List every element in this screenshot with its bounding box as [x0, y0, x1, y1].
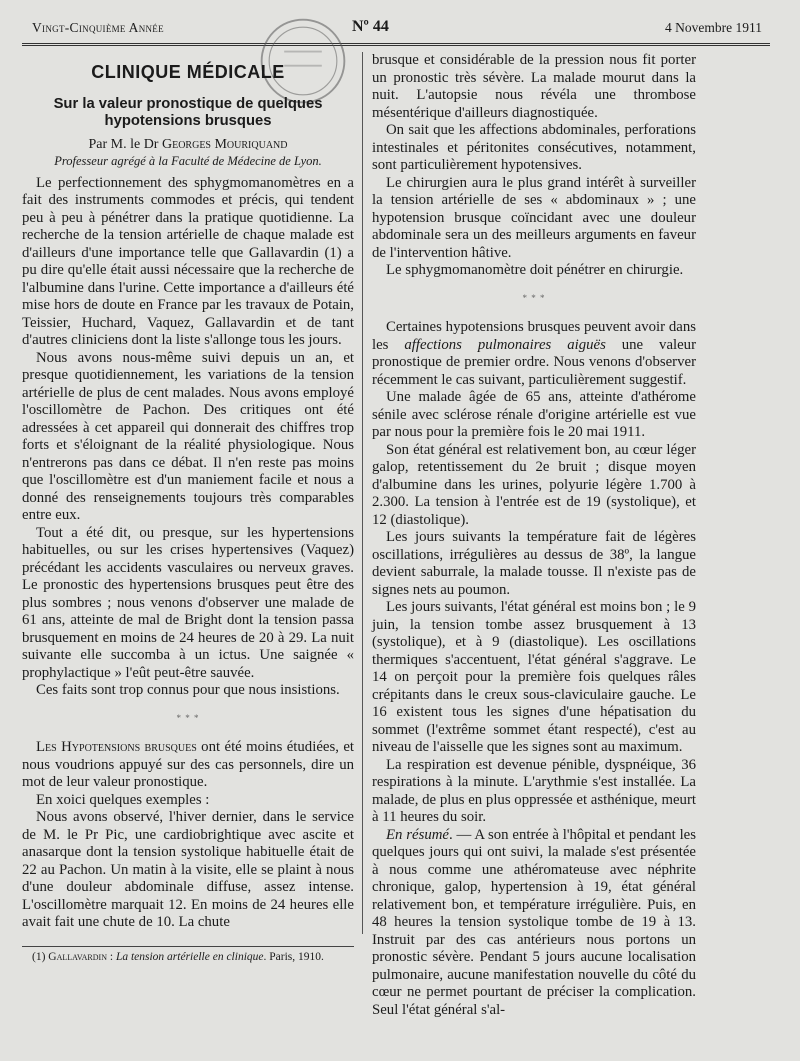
article-title-line2: hypotensions brusques [104, 112, 272, 129]
footnote-rest: . Paris, 1910. [263, 950, 324, 963]
emphasis: affections pulmonaires aiguës [404, 336, 606, 353]
header-rule [22, 43, 770, 48]
left-column [22, 52, 354, 966]
paragraph: Les jours suivants, l'état général est moins bon ; le 9 juin, la tension tombe assez brusquement à 13 (systolique), et à 9 (diastolique). Les oscillations thermiques s'accentuent, l'état général s'aggrave. Le 14 on perçoit pour la première fois quelques râles crépitants dans le creux sous-claviculaire gauche. Le 16 existent tous les signes d'une hépatisation du sommet (l'extrême sommet étant respecté), c'est au niveau de l'aisselle que les signes sont au maximum. [372, 599, 696, 755]
paragraph [372, 319, 696, 389]
paragraph-text: . — A son entrée à l'hôpital et pendant les quelques jours qui ont suivi, la malade s'est présentée à nous comme une athéromateuse avec néphrite chronique, galop, hypertension à 19, état général relativement bon, et température irrégulière. Puis, en 48 heures la tension systolique tombe de 19 à 13. Instruit par des cas antérieurs nous portons un pronostic sévère. Pendant 5 jours aucune localisation pulmonaire, aucune manifestation nouvelle du côté du cœur ne permet pourtant de préciser la complication. Seul l'état général s'al- [372, 826, 697, 1018]
author-affiliation: Professeur agrégé à la Faculté de Médecine de Lyon. [54, 154, 322, 168]
paragraph-text: une valeur pronostique de premier ordre. Nous venons d'observer récemment le cas suivant, particulièrement suggestif. [372, 336, 697, 388]
footnote: (1) Gallavardin : La tension artérielle en clinique. Paris, 1910. [22, 946, 354, 967]
paragraph: Le sphygmomanomètre doit pénétrer en chirurgie. [386, 262, 684, 278]
paragraph-text: ont été moins étudiées, et nous voudrions appuyé sur des cas personnels, dire un mot de leur valeur pronostique. [22, 739, 354, 790]
article-title-line1: Sur la valeur pronostique de quelques [53, 95, 323, 112]
footnote-title: La tension artérielle en clinique [115, 950, 264, 963]
paragraph: brusque et considérable de la pression nous fit porter un pronostic très sévère. La malade mourut dans la nuit. L'autopsie nous révéla une thrombose mésentérique d'ailleurs diagnostiquée. [372, 52, 696, 121]
footnote-author: Gallavardin [48, 950, 107, 963]
section-heading: CLINIQUE MÉDICALE [91, 62, 285, 82]
paragraph: Les jours suivants la température fait de légères oscillations, irrégulières au dessus de 38º, la langue devient saburrale, la malade tousse. Il n'existe pas de signes nets au poumon. [372, 529, 696, 598]
paragraph: On sait que les affections abdominales, perforations intestinales et péritonites consécutives, notamment, sont particulièrement hypotensives. [372, 122, 696, 173]
paragraph: En xoici quelques exemples : [36, 791, 210, 808]
paragraph [22, 739, 354, 792]
byline-prefix: Par M. le Dr [88, 136, 162, 152]
paragraph: Nous avons nous-même suivi depuis un an, et presque quotidiennement, les variations de la tension artérielle de plus de cent malades. Nous avons employé l'oscillomètre de Pachon. Des critiques ont été adressées à cet appareil qui donnerait des chiffres trop forts et s'éloignant de la réalité physiologique. Nous n'entrerons pas dans ce débat. Il n'en reste pas moins que l'oscillomètre est d'un maniement facile et nous a donné des renseignements toujours très comparables entre eux. [22, 349, 354, 523]
paragraph: La respiration est devenue pénible, dyspnéique, 36 respirations à la minute. L'arythmie s'est installée. La malade, de plus en plus oppressée et asthénique, meurt à 11 heures du soir. [372, 756, 696, 825]
section-divider: * * * [176, 712, 200, 723]
paragraph: Le chirurgien aura le plus grand intérêt à surveiller la tension artérielle de ses « abdominaux » ; une hypotension brusque coïncidant avec une douleur abdominale sera un des meilleurs arguments en faveur de l'intervention hâtive. [372, 174, 696, 261]
paragraph: Le perfectionnement des sphygmomanomètres en a fait des instruments commodes et précis, qui tendent peu à peu à pénétrer dans la pratique quotidienne. La recherche de la tension artérielle de chaque malade est d'ailleurs d'une importance telle que Gallavardin (1) a pu dire qu'elle était aussi nécessaire que la recherche de l'albumine dans l'urine. Cette importance a d'ailleurs été mise hors de doute en France par les travaux de Potain, Teissier, Huchard, Vaquez, Gallavardin et de tant d'autres cliniciens dont la liste s'allonge tous les jours. [22, 174, 354, 348]
author-byline [22, 136, 354, 154]
issue-number: Nº 44 [352, 18, 389, 35]
smallcaps-lead: Les Hypotensions brusques [36, 739, 197, 755]
section-divider: * * * [522, 292, 546, 303]
running-header [32, 20, 762, 40]
paragraph: Tout a été dit, ou presque, sur les hypertensions habituelles, ou sur les crises hypertensives (Vaquez) précédant les accidents vasculaires ou nerveux graves. Le pronostic des hypertensions brusques peut être des plus sombres ; nous venons d'observer une malade de 61 ans, atteinte de mal de Bright dont la tension passa brusquement en moins de 24 heures de 20 à 29. La nuit suivante elle succomba à un ictus. Une saignée « prophylactique » l'eût peut-être sauvée. [22, 524, 354, 681]
footnote-marker: (1) [32, 950, 49, 963]
right-column [372, 52, 696, 1019]
paragraph-text: Certaines hypotensions brusques peuvent avoir dans les [372, 319, 696, 353]
article-title [22, 96, 354, 130]
paragraph: Ces faits sont trop connus pour que nous insistions. [36, 682, 340, 698]
paragraph: Son état général est relativement bon, au cœur léger galop, retentissement du 2e bruit ; disque moyen d'albumine dans les urines, polyurie légère 1.700 à 2.300. La tension à l'entrée est de 19 (systolique), et 12 (diastolique). [372, 441, 696, 528]
column-separator [362, 52, 363, 934]
volume-year: Vingt-Cinquième Année [32, 20, 164, 35]
issue-date: 4 Novembre 1911 [665, 20, 762, 35]
paragraph: Une malade âgée de 65 ans, atteinte d'athérome sénile avec sclérose rénale d'origine artérielle est vue par nous pour la première fois le 20 mai 1911. [372, 389, 696, 440]
author-name: Georges Mouriquand [161, 136, 288, 152]
paragraph [372, 827, 696, 1020]
paragraph: Nous avons observé, l'hiver dernier, dans le service de M. le Pr Pic, une cardiobrightique avec ascite et anasarque dont la tension systolique habituelle était de 22 au Pachon. Un matin à la visite, elle se plaint à nous d'une douleur abdominale diffuse, assez intense. L'oscillomètre marquait 12. En moins de 24 heures elle avait fait une chute de 10. La chute [22, 809, 354, 930]
emphasis: En résumé [386, 826, 449, 843]
